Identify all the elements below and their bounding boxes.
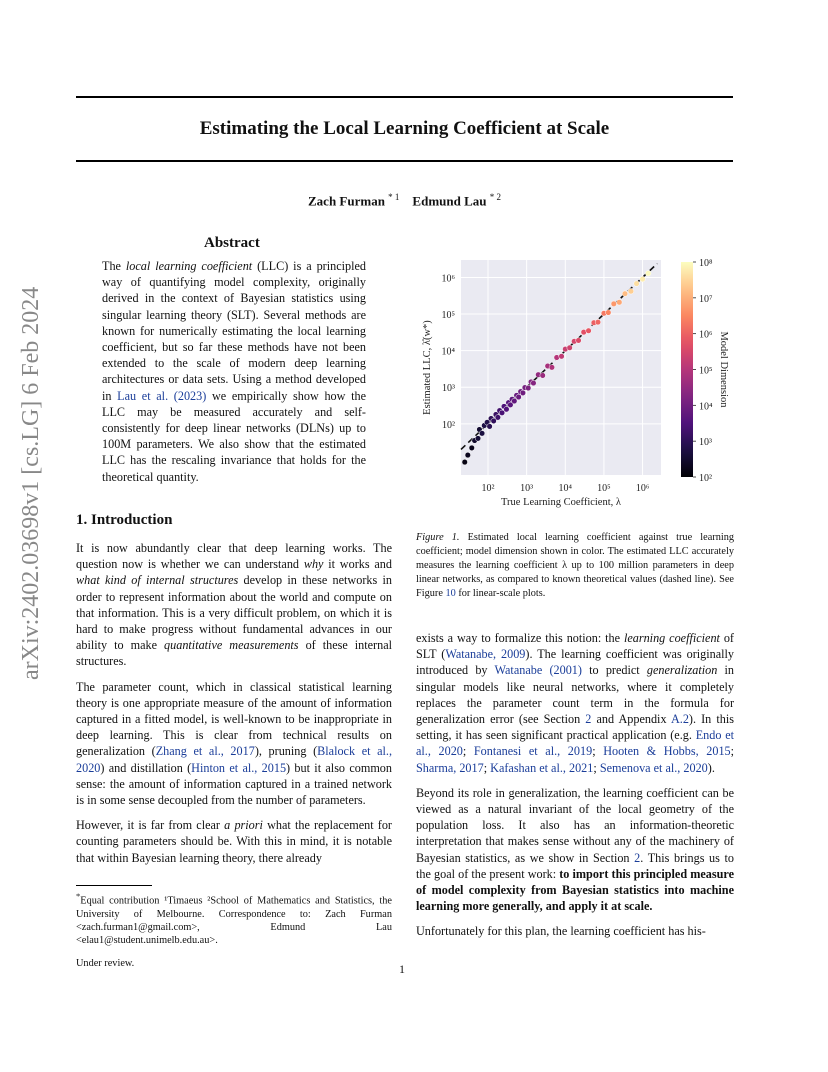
y-tick-label: 10⁶ [441,273,455,285]
data-point [512,398,518,404]
colorbar-label: Model Dimension [718,331,729,408]
colorbar-tick-label: 10⁷ [699,293,713,305]
data-point [462,459,468,465]
x-tick-label: 10³ [520,483,534,494]
data-point [559,354,565,360]
section-link[interactable]: 2 [634,850,641,865]
x-tick-label: 10² [481,483,495,494]
data-point [479,431,485,437]
abstract-heading: Abstract [204,235,260,251]
section-heading: 1. Introduction [76,512,173,528]
arxiv-identifier: arXiv:2402.03698v1 [cs.LG] 6 Feb 2024 [18,286,44,680]
data-point [606,310,612,316]
data-point [634,281,640,287]
citation-link[interactable]: Zhang et al., 2017 [155,744,255,759]
x-tick-label: 10⁵ [597,483,611,494]
colorbar-tick-label: 10⁴ [699,401,713,413]
citation-link[interactable]: Semenova et al., 2020 [599,760,708,775]
data-point [611,301,617,307]
citation-link[interactable]: Endo et al., 2020 [416,728,734,759]
paragraph: Beyond its role in generalization, the learning coefficient can be viewed as a natural invariant of the local geometry of the population loss. It also has an information-theoretic interpretation that makes sense without any of the machinery of Bayesian statistics, as we show in Section 2. This brings us to the goal of the present work: to import this principled measure of model complexity from Bayesian statistics into machine learning more generally, and apply it at scale. [416,785,734,914]
data-point [645,270,651,276]
y-tick-label: 10⁵ [441,310,455,322]
figure-caption: Figure 1. Estimated local learning coefficient against true learning coefficient; model dimension shown in color. The estimated LLC accurately measures the learning coefficient λ up to 100 million parameters in deep linear networks, as compared to known theoretical values (dashed line). See Figure 10 for linear-scale plots. [416,532,735,599]
data-point [525,385,531,391]
paper-title: Estimating the Local Learning Coefficient at Scale [199,118,610,139]
data-point [622,291,628,297]
paragraph: Unfortunately for this plan, the learning coefficient has his- [416,924,706,939]
right-column-body [416,630,734,949]
data-point [628,288,634,294]
data-point [576,338,582,344]
y-tick-label: 10⁴ [441,346,455,358]
data-point [595,319,601,325]
paragraph: However, it is far from clear a priori what the replacement for counting parameters should be. With this in mind, it is notable that within Bayesian learning theory, there already [76,818,392,865]
data-point [516,394,522,400]
data-point [475,436,481,442]
figure-reference-link[interactable]: 10 [445,588,456,599]
data-point [520,390,526,396]
paragraph: The parameter count, which in classical statistical learning theory is one appropriate measure of the amount of information captured in a fitted model, is well-known to be inappropriate in deep learning. This is clear from technical results on generalization (Zhang et al., 2017), pruning (Blalock et al., 2020) and distillation (Hinton et al., 2015) but it also common sense: the amount of information captured in a trained network is in some sense decoupled from the number of parameters. [76,679,393,808]
citation-link[interactable]: Watanabe, 2009 [445,647,526,662]
author-name: Zach Furman [308,193,385,209]
under-review-note: Under review. [76,958,135,969]
page-number: 1 [399,962,405,976]
data-point [549,365,555,371]
colorbar-tick-label: 10⁵ [699,365,713,377]
paragraph: It is now abundantly clear that deep learning works. The question now is whether we can understand why it works and what kind of internal structures develop in these networks in order to represent information about the world and compute on that information. This is a very difficult problem, on which it is hard to make progress without fundamental advances in our ability to make quantitative measurements of these internal structures. [76,541,393,669]
citation-link[interactable]: Watanabe (2001) [494,663,582,678]
colorbar-tick-label: 10³ [699,437,712,449]
data-point [487,424,493,430]
colorbar-tick-label: 10⁸ [699,258,713,269]
paragraph: exists a way to formalize this notion: the learning coefficient of SLT (Watanabe, 2009). The learning coefficient was originally introduced by Watanabe (2001) to predict generalization in singular models like neural networks, where it completely replaces the parameter count term in the formula for generalization error (see Section 2 and Appendix A.2). In this setting, it has seen significant practical application (e.g. Endo et al., 2020; Fontanesi et al., 2019; Hooten & Hobbs, 2015; Sharma, 2017; Kafashan et al., 2021; Semenova et al., 2020). [416,631,735,775]
citation-link[interactable]: Blalock et al., 2020 [76,744,393,775]
data-point [531,380,537,386]
citation-link[interactable]: Fontanesi et al., 2019 [473,744,593,759]
citation-link[interactable]: Kafashan et al., 2021 [490,760,594,775]
data-point [617,299,623,305]
title-rule-top [76,96,733,98]
abstract-text: The local learning coefficient (LLC) is a principled way of quantifying model complexity, originally derived in the context of Bayesian statistics using singular learning theory (SLT). Several methods are known for numerically estimating the local learning coefficient, but so far these methods have not been extended to the scale of modern deep learning architectures or data sets. Using a method developed in Lau et al. (2023) we empirically show how the LLC may be measured accurately and self-consistently for deep linear networks (DLNs) up to 100M parameters. We also show that the estimated LLC has the rescaling invariance that holds for the theoretical quantity. [102,259,367,484]
author-name: Edmund Lau [412,193,487,209]
data-point [640,276,646,282]
data-point [495,415,501,421]
intro-body [76,540,392,875]
citation-link[interactable]: Lau et al. (2023) [117,388,207,403]
footnote: *Equal contribution ¹Timaeus ²School of Mathematics and Statistics, the University of Melbourne. Correspondence to: Zach Furman <zach.furman1@gmail.com>, Edmund Lau <elau1@student.unimelb.edu.au>. [76,891,392,947]
x-tick-label: 10⁶ [635,483,650,494]
colorbar [681,262,693,477]
citation-link[interactable]: Sharma, 2017 [416,760,484,775]
y-tick-label: 10³ [442,383,455,395]
data-point [540,373,546,379]
colorbar-tick-label: 10² [699,473,712,484]
footnote-rule [76,885,152,886]
y-tick-label: 10² [442,419,455,431]
appendix-link[interactable]: A.2 [670,712,689,727]
data-point [465,452,471,458]
data-point [504,406,510,412]
data-point [567,345,573,351]
y-axis-label: Estimated LLC, λ̂(w*) [422,320,433,415]
colorbar-tick-label: 10⁶ [699,329,713,341]
x-axis-label: True Learning Coefficient, λ [501,497,621,508]
data-point [586,328,592,334]
section-link[interactable]: 2 [585,712,592,727]
llc-scatter-chart [416,245,734,520]
citation-link[interactable]: Hooten & Hobbs, 2015 [603,744,731,759]
citation-link[interactable]: Hinton et al., 2015 [191,760,287,775]
title-rule-bottom [76,160,733,162]
author-list [76,192,733,209]
x-tick-label: 10⁴ [558,483,573,494]
data-point [469,445,475,451]
author-affiliation-marks: * 1 [388,192,400,202]
author-affiliation-marks: * 2 [489,192,501,202]
